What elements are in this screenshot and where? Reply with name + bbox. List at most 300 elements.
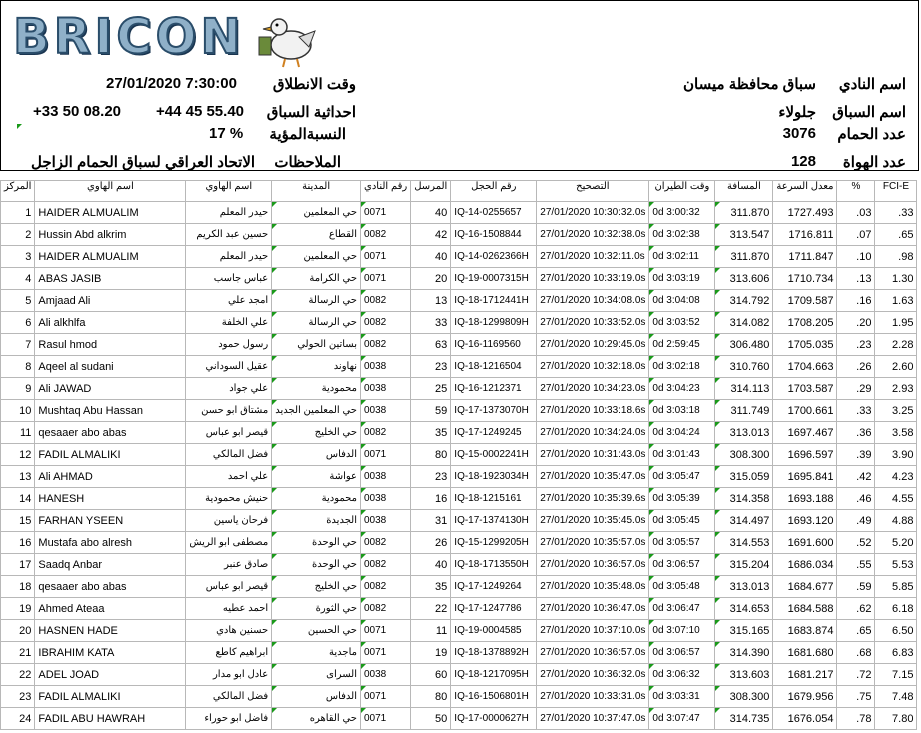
distance-cell: 314.113 bbox=[715, 378, 773, 400]
correction-time-cell: 27/01/2020 10:30:32.0s bbox=[537, 202, 649, 224]
club-number-cell: 0071 bbox=[361, 444, 411, 466]
correction-time-cell: 27/01/2020 10:37:10.0s bbox=[537, 620, 649, 642]
fci-e-cell: 2.60 bbox=[875, 356, 917, 378]
ring-number-cell: IQ-18-1378892H bbox=[451, 642, 537, 664]
correction-time-cell: 27/01/2020 10:32:11.0s bbox=[537, 246, 649, 268]
speed-cell: 1684.588 bbox=[773, 598, 837, 620]
ring-number-cell: IQ-14-0255657 bbox=[451, 202, 537, 224]
percent-cell: .62 bbox=[837, 598, 875, 620]
flight-time-cell: 0d 3:04:23 bbox=[649, 378, 715, 400]
percent-value: 17 % bbox=[209, 125, 244, 142]
table-row bbox=[1, 466, 917, 488]
ring-number-cell: IQ-18-1216504 bbox=[451, 356, 537, 378]
speed-cell: 1684.677 bbox=[773, 576, 837, 598]
table-row bbox=[1, 598, 917, 620]
row-position-cell: 16 bbox=[1, 532, 35, 554]
fci-e-cell: 1.30 bbox=[875, 268, 917, 290]
sent-count-cell: 13 bbox=[411, 290, 451, 312]
distance-cell: 313.013 bbox=[715, 576, 773, 598]
fancier-name-ar-cell: امجد علي bbox=[186, 290, 272, 312]
sent-count-cell: 40 bbox=[411, 554, 451, 576]
correction-time-cell: 27/01/2020 10:36:47.0s bbox=[537, 598, 649, 620]
percent-label: النسبةالمؤية bbox=[269, 126, 346, 143]
ring-number-cell: IQ-17-1247786 bbox=[451, 598, 537, 620]
sent-count-cell: 40 bbox=[411, 202, 451, 224]
table-row bbox=[1, 444, 917, 466]
row-position-cell: 20 bbox=[1, 620, 35, 642]
fancier-name-ar-cell: حيدر المعلم bbox=[186, 202, 272, 224]
flight-time-cell: 0d 3:05:39 bbox=[649, 488, 715, 510]
fci-e-cell: .65 bbox=[875, 224, 917, 246]
percent-cell: .03 bbox=[837, 202, 875, 224]
city-cell: بساتين الحولي bbox=[272, 334, 361, 356]
fci-e-cell: 7.48 bbox=[875, 686, 917, 708]
fanciers-value: 128 bbox=[790, 153, 816, 170]
fancier-name-ar-cell: مصطفى ابو الريش bbox=[186, 532, 272, 554]
fci-e-cell: 3.25 bbox=[875, 400, 917, 422]
city-cell: حي المعلمين الجديد bbox=[272, 400, 361, 422]
flight-time-cell: 0d 3:06:57 bbox=[649, 554, 715, 576]
table-row bbox=[1, 312, 917, 334]
correction-time-cell: 27/01/2020 10:31:43.0s bbox=[537, 444, 649, 466]
row-position-cell: 1 bbox=[1, 202, 35, 224]
sent-count-cell: 22 bbox=[411, 598, 451, 620]
notes-value: الاتحاد العراقي لسباق الحمام الزاجل bbox=[31, 154, 256, 171]
city-cell: السراى bbox=[272, 664, 361, 686]
percent-cell: .42 bbox=[837, 466, 875, 488]
speed-cell: 1700.661 bbox=[773, 400, 837, 422]
club-number-cell: 0082 bbox=[361, 224, 411, 246]
sent-count-cell: 31 bbox=[411, 510, 451, 532]
distance-cell: 314.553 bbox=[715, 532, 773, 554]
percent-cell: .72 bbox=[837, 664, 875, 686]
fancier-name-ar-cell: عقيل السوداني bbox=[186, 356, 272, 378]
col-header: المدينة bbox=[272, 181, 361, 202]
correction-time-cell: 27/01/2020 10:35:45.0s bbox=[537, 510, 649, 532]
report-header bbox=[0, 0, 919, 171]
club-number-cell: 0082 bbox=[361, 422, 411, 444]
percent-cell: .52 bbox=[837, 532, 875, 554]
city-cell: حي الخليج bbox=[272, 422, 361, 444]
ring-number-cell: IQ-18-1923034H bbox=[451, 466, 537, 488]
ring-number-cell: IQ-17-1373070H bbox=[451, 400, 537, 422]
fancier-name-en-cell: HAIDER ALMUALIM bbox=[35, 202, 186, 224]
start-time-label: وقت الانطلاق bbox=[272, 76, 356, 93]
row-position-cell: 4 bbox=[1, 268, 35, 290]
row-position-cell: 17 bbox=[1, 554, 35, 576]
flight-time-cell: 0d 3:02:18 bbox=[649, 356, 715, 378]
sent-count-cell: 63 bbox=[411, 334, 451, 356]
percent-cell: .46 bbox=[837, 488, 875, 510]
percent-cell: .39 bbox=[837, 444, 875, 466]
flight-time-cell: 0d 3:05:45 bbox=[649, 510, 715, 532]
table-row bbox=[1, 400, 917, 422]
percent-cell: .49 bbox=[837, 510, 875, 532]
sent-count-cell: 50 bbox=[411, 708, 451, 730]
ring-number-cell: IQ-19-0004585 bbox=[451, 620, 537, 642]
fancier-name-ar-cell: فضل المالكي bbox=[186, 444, 272, 466]
club-number-cell: 0071 bbox=[361, 642, 411, 664]
row-position-cell: 24 bbox=[1, 708, 35, 730]
fancier-name-ar-cell: علي جواد bbox=[186, 378, 272, 400]
col-header: FCI-E bbox=[875, 181, 917, 202]
percent-cell: .55 bbox=[837, 554, 875, 576]
city-cell: الدفاس bbox=[272, 444, 361, 466]
club-label: اسم النادي bbox=[838, 76, 906, 93]
col-header: اسم الهاوي bbox=[35, 181, 186, 202]
table-row bbox=[1, 422, 917, 444]
correction-time-cell: 27/01/2020 10:35:48.0s bbox=[537, 576, 649, 598]
distance-cell: 313.606 bbox=[715, 268, 773, 290]
fancier-name-en-cell: HAIDER ALMUALIM bbox=[35, 246, 186, 268]
club-number-cell: 0038 bbox=[361, 378, 411, 400]
col-header: التصحيح bbox=[537, 181, 649, 202]
speed-cell: 1704.663 bbox=[773, 356, 837, 378]
col-header: المسافة bbox=[715, 181, 773, 202]
sent-count-cell: 40 bbox=[411, 246, 451, 268]
fancier-name-ar-cell: احمد عطيه bbox=[186, 598, 272, 620]
speed-cell: 1681.217 bbox=[773, 664, 837, 686]
col-header: رقم الحجل bbox=[451, 181, 537, 202]
col-header: % bbox=[837, 181, 875, 202]
fancier-name-en-cell: Amjaad Ali bbox=[35, 290, 186, 312]
fancier-name-en-cell: Ali AHMAD bbox=[35, 466, 186, 488]
club-number-cell: 0082 bbox=[361, 532, 411, 554]
city-cell: الدفاس bbox=[272, 686, 361, 708]
distance-cell: 315.059 bbox=[715, 466, 773, 488]
row-position-cell: 18 bbox=[1, 576, 35, 598]
table-row bbox=[1, 290, 917, 312]
col-header: المركز bbox=[1, 181, 35, 202]
row-position-cell: 23 bbox=[1, 686, 35, 708]
ring-number-cell: IQ-18-1217095H bbox=[451, 664, 537, 686]
city-cell: محمودية bbox=[272, 378, 361, 400]
percent-cell: .75 bbox=[837, 686, 875, 708]
ring-number-cell: IQ-19-0007315H bbox=[451, 268, 537, 290]
flight-time-cell: 0d 3:05:57 bbox=[649, 532, 715, 554]
ring-number-cell: IQ-15-1299205H bbox=[451, 532, 537, 554]
city-cell: حي القاهره bbox=[272, 708, 361, 730]
ring-number-cell: IQ-14-0262366H bbox=[451, 246, 537, 268]
green-marker bbox=[17, 124, 22, 129]
percent-cell: .23 bbox=[837, 334, 875, 356]
percent-cell: .33 bbox=[837, 400, 875, 422]
fancier-name-ar-cell: فضل المالكي bbox=[186, 686, 272, 708]
row-position-cell: 12 bbox=[1, 444, 35, 466]
fancier-name-en-cell: Mushtaq Abu Hassan bbox=[35, 400, 186, 422]
fancier-name-ar-cell: عادل ابو مدار bbox=[186, 664, 272, 686]
distance-cell: 306.480 bbox=[715, 334, 773, 356]
club-number-cell: 0082 bbox=[361, 576, 411, 598]
distance-cell: 314.358 bbox=[715, 488, 773, 510]
fancier-name-ar-cell: علي الخلفة bbox=[186, 312, 272, 334]
speed-cell: 1693.188 bbox=[773, 488, 837, 510]
city-cell: حي المعلمين bbox=[272, 246, 361, 268]
city-cell: عواشة bbox=[272, 466, 361, 488]
table-row bbox=[1, 510, 917, 532]
speed-cell: 1695.841 bbox=[773, 466, 837, 488]
fancier-name-ar-cell: حيدر المعلم bbox=[186, 246, 272, 268]
fancier-name-en-cell: Ali alkhlfa bbox=[35, 312, 186, 334]
bricon-logo bbox=[11, 7, 311, 69]
flight-time-cell: 0d 3:03:19 bbox=[649, 268, 715, 290]
ring-number-cell: IQ-16-1508844 bbox=[451, 224, 537, 246]
table-row bbox=[1, 334, 917, 356]
club-number-cell: 0038 bbox=[361, 356, 411, 378]
fancier-name-ar-cell: فرحان ياسين bbox=[186, 510, 272, 532]
fancier-name-en-cell: HASNEN HADE bbox=[35, 620, 186, 642]
club-number-cell: 0038 bbox=[361, 664, 411, 686]
fancier-name-en-cell: ADEL JOAD bbox=[35, 664, 186, 686]
correction-time-cell: 27/01/2020 10:37:47.0s bbox=[537, 708, 649, 730]
table-body bbox=[1, 202, 917, 730]
row-position-cell: 9 bbox=[1, 378, 35, 400]
ring-number-cell: IQ-18-1299809H bbox=[451, 312, 537, 334]
fci-e-cell: 5.85 bbox=[875, 576, 917, 598]
fancier-name-ar-cell: قيصر ابو عباس bbox=[186, 576, 272, 598]
percent-cell: .59 bbox=[837, 576, 875, 598]
sent-count-cell: 11 bbox=[411, 620, 451, 642]
fancier-name-en-cell: IBRAHIM KATA bbox=[35, 642, 186, 664]
col-header: معدل السرعة bbox=[773, 181, 837, 202]
percent-cell: .10 bbox=[837, 246, 875, 268]
fci-e-cell: 6.18 bbox=[875, 598, 917, 620]
speed-cell: 1708.205 bbox=[773, 312, 837, 334]
fancier-name-en-cell: ABAS JASIB bbox=[35, 268, 186, 290]
correction-time-cell: 27/01/2020 10:36:32.0s bbox=[537, 664, 649, 686]
col-header: المرسل bbox=[411, 181, 451, 202]
sent-count-cell: 35 bbox=[411, 422, 451, 444]
fancier-name-ar-cell: حنيش محمودية bbox=[186, 488, 272, 510]
speed-cell: 1727.493 bbox=[773, 202, 837, 224]
correction-time-cell: 27/01/2020 10:33:19.0s bbox=[537, 268, 649, 290]
flight-time-cell: 0d 3:05:47 bbox=[649, 466, 715, 488]
club-number-cell: 0082 bbox=[361, 554, 411, 576]
city-cell: حي الوحدة bbox=[272, 554, 361, 576]
distance-cell: 315.204 bbox=[715, 554, 773, 576]
table-row bbox=[1, 532, 917, 554]
speed-cell: 1705.035 bbox=[773, 334, 837, 356]
fancier-name-ar-cell: حسين عبد الكريم bbox=[186, 224, 272, 246]
fancier-name-ar-cell: رسول حمود bbox=[186, 334, 272, 356]
distance-cell: 308.300 bbox=[715, 686, 773, 708]
speed-cell: 1681.680 bbox=[773, 642, 837, 664]
club-number-cell: 0071 bbox=[361, 202, 411, 224]
club-number-cell: 0082 bbox=[361, 312, 411, 334]
fci-e-cell: .98 bbox=[875, 246, 917, 268]
fci-e-cell: 1.63 bbox=[875, 290, 917, 312]
table-row bbox=[1, 642, 917, 664]
city-cell: حي الحسين bbox=[272, 620, 361, 642]
distance-cell: 314.792 bbox=[715, 290, 773, 312]
fancier-name-en-cell: qesaaer abo abas bbox=[35, 576, 186, 598]
city-cell: القطاع bbox=[272, 224, 361, 246]
speed-cell: 1709.587 bbox=[773, 290, 837, 312]
speed-cell: 1691.600 bbox=[773, 532, 837, 554]
ring-number-cell: IQ-16-1506801H bbox=[451, 686, 537, 708]
club-number-cell: 0082 bbox=[361, 598, 411, 620]
club-number-cell: 0082 bbox=[361, 334, 411, 356]
percent-cell: .13 bbox=[837, 268, 875, 290]
flight-time-cell: 0d 3:06:32 bbox=[649, 664, 715, 686]
ring-number-cell: IQ-18-1712441H bbox=[451, 290, 537, 312]
race-value: جلولاء bbox=[778, 104, 816, 121]
row-position-cell: 3 bbox=[1, 246, 35, 268]
flight-time-cell: 0d 3:06:57 bbox=[649, 642, 715, 664]
distance-cell: 314.390 bbox=[715, 642, 773, 664]
table-row bbox=[1, 576, 917, 598]
sent-count-cell: 59 bbox=[411, 400, 451, 422]
correction-time-cell: 27/01/2020 10:32:18.0s bbox=[537, 356, 649, 378]
percent-cell: .29 bbox=[837, 378, 875, 400]
speed-cell: 1696.597 bbox=[773, 444, 837, 466]
ring-number-cell: IQ-18-1713550H bbox=[451, 554, 537, 576]
ring-number-cell: IQ-17-1249264 bbox=[451, 576, 537, 598]
fancier-name-en-cell: Saadq Anbar bbox=[35, 554, 186, 576]
flight-time-cell: 0d 3:04:24 bbox=[649, 422, 715, 444]
correction-time-cell: 27/01/2020 10:34:08.0s bbox=[537, 290, 649, 312]
fancier-name-en-cell: Mustafa abo alresh bbox=[35, 532, 186, 554]
sent-count-cell: 42 bbox=[411, 224, 451, 246]
speed-cell: 1676.054 bbox=[773, 708, 837, 730]
correction-time-cell: 27/01/2020 10:29:45.0s bbox=[537, 334, 649, 356]
distance-cell: 310.760 bbox=[715, 356, 773, 378]
club-number-cell: 0082 bbox=[361, 290, 411, 312]
percent-cell: .16 bbox=[837, 290, 875, 312]
flight-time-cell: 0d 3:02:11 bbox=[649, 246, 715, 268]
row-position-cell: 14 bbox=[1, 488, 35, 510]
table-row bbox=[1, 708, 917, 730]
table-row bbox=[1, 554, 917, 576]
percent-cell: .68 bbox=[837, 642, 875, 664]
fci-e-cell: 2.93 bbox=[875, 378, 917, 400]
col-header: وقت الطيران bbox=[649, 181, 715, 202]
city-cell: حي الرسالة bbox=[272, 290, 361, 312]
coord-b-value: +33 50 08.20 bbox=[33, 103, 122, 120]
sent-count-cell: 16 bbox=[411, 488, 451, 510]
correction-time-cell: 27/01/2020 10:35:57.0s bbox=[537, 532, 649, 554]
pigeon-icon bbox=[249, 7, 319, 69]
fancier-name-ar-cell: قيصر ابو عباس bbox=[186, 422, 272, 444]
table-row bbox=[1, 378, 917, 400]
speed-cell: 1697.467 bbox=[773, 422, 837, 444]
percent-cell: .26 bbox=[837, 356, 875, 378]
race-label: اسم السباق bbox=[832, 104, 906, 121]
fancier-name-en-cell: FADIL ABU HAWRAH bbox=[35, 708, 186, 730]
fancier-name-ar-cell: صادق عنبر bbox=[186, 554, 272, 576]
ring-number-cell: IQ-18-1215161 bbox=[451, 488, 537, 510]
col-header: اسم الهاوي bbox=[186, 181, 272, 202]
correction-time-cell: 27/01/2020 10:32:38.0s bbox=[537, 224, 649, 246]
sent-count-cell: 20 bbox=[411, 268, 451, 290]
fancier-name-en-cell: FADIL ALMALIKI bbox=[35, 686, 186, 708]
table-row bbox=[1, 268, 917, 290]
row-position-cell: 6 bbox=[1, 312, 35, 334]
fci-e-cell: 7.80 bbox=[875, 708, 917, 730]
sent-count-cell: 23 bbox=[411, 466, 451, 488]
row-position-cell: 15 bbox=[1, 510, 35, 532]
speed-cell: 1711.847 bbox=[773, 246, 837, 268]
fancier-name-ar-cell: علي احمد bbox=[186, 466, 272, 488]
table-row bbox=[1, 356, 917, 378]
fancier-name-ar-cell: مشتاق ابو حسن bbox=[186, 400, 272, 422]
row-position-cell: 5 bbox=[1, 290, 35, 312]
col-header: رقم النادي bbox=[361, 181, 411, 202]
percent-cell: .07 bbox=[837, 224, 875, 246]
speed-cell: 1683.874 bbox=[773, 620, 837, 642]
table-row bbox=[1, 224, 917, 246]
distance-cell: 313.603 bbox=[715, 664, 773, 686]
fancier-name-en-cell: qesaaer abo abas bbox=[35, 422, 186, 444]
flight-time-cell: 0d 3:04:08 bbox=[649, 290, 715, 312]
correction-time-cell: 27/01/2020 10:35:47.0s bbox=[537, 466, 649, 488]
city-cell: حي الخليج bbox=[272, 576, 361, 598]
ring-number-cell: IQ-16-1212371 bbox=[451, 378, 537, 400]
speed-cell: 1693.120 bbox=[773, 510, 837, 532]
row-position-cell: 10 bbox=[1, 400, 35, 422]
distance-cell: 308.300 bbox=[715, 444, 773, 466]
row-position-cell: 7 bbox=[1, 334, 35, 356]
row-position-cell: 11 bbox=[1, 422, 35, 444]
city-cell: حي الكرامة bbox=[272, 268, 361, 290]
flight-time-cell: 0d 3:03:18 bbox=[649, 400, 715, 422]
club-number-cell: 0038 bbox=[361, 400, 411, 422]
flight-time-cell: 0d 2:59:45 bbox=[649, 334, 715, 356]
club-number-cell: 0071 bbox=[361, 620, 411, 642]
distance-cell: 314.082 bbox=[715, 312, 773, 334]
distance-cell: 314.653 bbox=[715, 598, 773, 620]
flight-time-cell: 0d 3:03:31 bbox=[649, 686, 715, 708]
sent-count-cell: 33 bbox=[411, 312, 451, 334]
distance-cell: 315.165 bbox=[715, 620, 773, 642]
flight-time-cell: 0d 3:06:47 bbox=[649, 598, 715, 620]
row-position-cell: 2 bbox=[1, 224, 35, 246]
sent-count-cell: 25 bbox=[411, 378, 451, 400]
ring-number-cell: IQ-17-1374130H bbox=[451, 510, 537, 532]
ring-number-cell: IQ-15-0002241H bbox=[451, 444, 537, 466]
fci-e-cell: 5.20 bbox=[875, 532, 917, 554]
coords-label: احداثية السباق bbox=[266, 104, 356, 121]
sent-count-cell: 19 bbox=[411, 642, 451, 664]
flight-time-cell: 0d 3:07:10 bbox=[649, 620, 715, 642]
percent-cell: .78 bbox=[837, 708, 875, 730]
distance-cell: 314.497 bbox=[715, 510, 773, 532]
club-number-cell: 0038 bbox=[361, 466, 411, 488]
distance-cell: 313.013 bbox=[715, 422, 773, 444]
fancier-name-ar-cell: ابراهيم كاطع bbox=[186, 642, 272, 664]
club-value: سباق محافظة ميسان bbox=[683, 76, 816, 93]
fci-e-cell: 5.53 bbox=[875, 554, 917, 576]
fancier-name-en-cell: Hussin Abd alkrim bbox=[35, 224, 186, 246]
fanciers-label: عدد الهواة bbox=[842, 154, 906, 171]
ring-number-cell: IQ-17-0000627H bbox=[451, 708, 537, 730]
row-position-cell: 8 bbox=[1, 356, 35, 378]
fci-e-cell: 4.88 bbox=[875, 510, 917, 532]
percent-cell: .20 bbox=[837, 312, 875, 334]
fci-e-cell: 3.58 bbox=[875, 422, 917, 444]
sent-count-cell: 60 bbox=[411, 664, 451, 686]
club-number-cell: 0071 bbox=[361, 708, 411, 730]
city-cell: نهاوند bbox=[272, 356, 361, 378]
ring-number-cell: IQ-16-1169560 bbox=[451, 334, 537, 356]
correction-time-cell: 27/01/2020 10:33:31.0s bbox=[537, 686, 649, 708]
correction-time-cell: 27/01/2020 10:35:39.6s bbox=[537, 488, 649, 510]
sent-count-cell: 35 bbox=[411, 576, 451, 598]
flight-time-cell: 0d 3:05:48 bbox=[649, 576, 715, 598]
fancier-name-ar-cell: فاضل ابو حوراء bbox=[186, 708, 272, 730]
notes-label: الملاحظات bbox=[274, 154, 341, 171]
coord-a-value: +44 45 55.40 bbox=[156, 103, 245, 120]
